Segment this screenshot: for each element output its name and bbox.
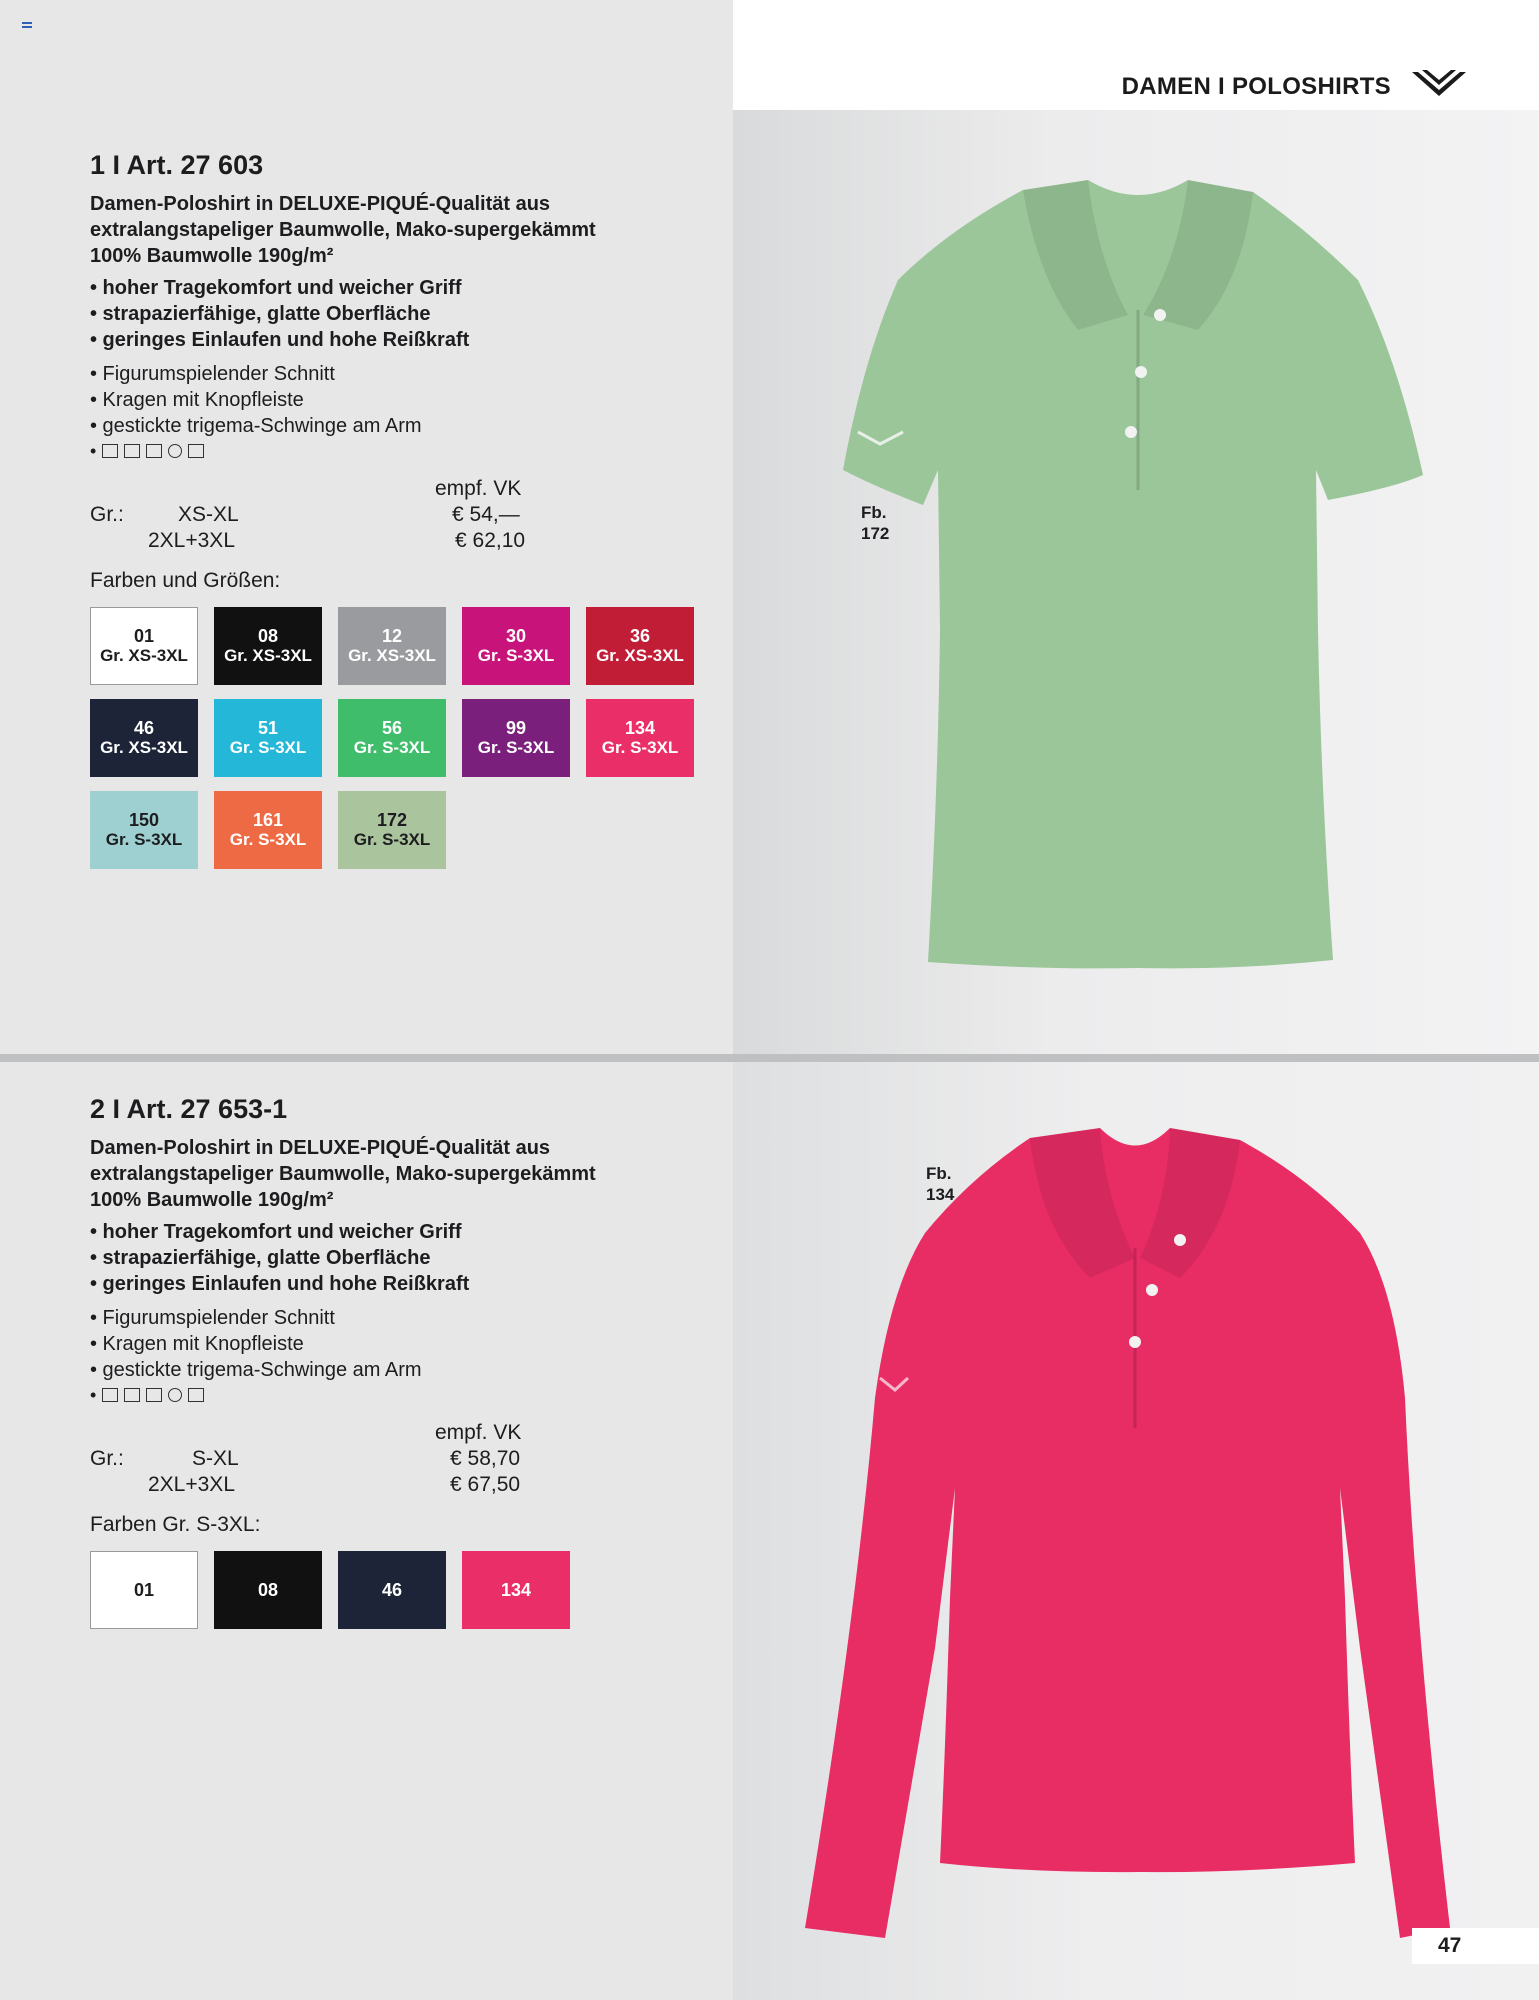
trigema-wing-logo-icon — [1410, 66, 1468, 102]
color-swatch — [462, 1551, 570, 1629]
price: € 54,— — [452, 503, 520, 526]
swatch-color-code: 172 — [376, 810, 408, 830]
swatch-size-range: Gr. S-3XL — [353, 830, 431, 849]
swatch-size-range: Gr. S-3XL — [601, 738, 679, 757]
swatch-size-range: Gr. XS-3XL — [596, 646, 684, 665]
swatch-size-range: Gr. S-3XL — [353, 738, 431, 757]
product-1 — [90, 150, 730, 869]
color-code-label — [861, 502, 889, 544]
description — [90, 191, 730, 269]
care-bullet: • — [90, 441, 97, 461]
swatch-color-code: 08 — [257, 626, 279, 646]
article-title: 1 I Art. 27 603 — [90, 150, 264, 180]
price-table — [90, 477, 730, 557]
swatch-color-code: 99 — [505, 718, 527, 738]
color-swatch — [214, 791, 322, 869]
swatch-size-range: Gr. S-3XL — [105, 830, 183, 849]
description-line: 100% Baumwolle 190g/m² — [90, 245, 334, 267]
feature-list-bold — [90, 275, 730, 353]
article-title: 2 I Art. 27 653-1 — [90, 1094, 288, 1124]
price: € 67,50 — [450, 1473, 521, 1496]
swatch-heading: Farben Gr. S-3XL: — [90, 1513, 261, 1536]
size-range: S-XL — [192, 1447, 239, 1470]
description-line: 100% Baumwolle 190g/m² — [90, 1189, 334, 1211]
description — [90, 1135, 730, 1213]
color-swatch — [338, 699, 446, 777]
color-swatch — [90, 699, 198, 777]
color-swatch — [90, 791, 198, 869]
feature-item: • Figurumspielender Schnitt — [90, 1307, 335, 1329]
color-swatch — [90, 1551, 198, 1629]
section-divider — [0, 1054, 1539, 1062]
swatch-color-code: 56 — [381, 718, 403, 738]
feature-list — [90, 361, 730, 439]
swatch-color-code: 46 — [381, 1580, 403, 1600]
color-swatch — [214, 607, 322, 685]
swatch-size-range: Gr. XS-3XL — [348, 646, 436, 665]
tumble-dry-icon — [188, 444, 204, 458]
color-swatch — [586, 607, 694, 685]
size-range: 2XL+3XL — [148, 1473, 235, 1496]
feature-item: • hoher Tragekomfort und weicher Griff — [90, 277, 462, 299]
swatch-color-code: 30 — [505, 626, 527, 646]
iron-icon — [146, 444, 162, 458]
color-swatch — [214, 1551, 322, 1629]
color-swatch — [586, 699, 694, 777]
price-header: empf. VK — [435, 477, 522, 500]
price-table — [90, 1421, 730, 1501]
page-section-title: DAMEN I POLOSHIRTS — [1121, 73, 1391, 100]
color-swatch — [462, 699, 570, 777]
swatch-color-code: 46 — [133, 718, 155, 738]
color-swatch — [90, 607, 198, 685]
feature-item: • strapazierfähige, glatte Oberfläche — [90, 1247, 431, 1269]
swatch-size-range: Gr. XS-3XL — [224, 646, 312, 665]
color-swatch — [214, 699, 322, 777]
menu-icon[interactable] — [22, 22, 32, 32]
feature-item: • Figurumspielender Schnitt — [90, 363, 335, 385]
care-symbols — [90, 439, 730, 463]
feature-item: • hoher Tragekomfort und weicher Griff — [90, 1221, 462, 1243]
dry-clean-p-icon — [168, 444, 182, 458]
dry-clean-p-icon — [168, 1388, 182, 1402]
page-number-box — [1412, 1928, 1539, 1964]
feature-item: • gestickte trigema-Schwinge am Arm — [90, 1359, 422, 1381]
description-line: Damen-Poloshirt in DELUXE-PIQUÉ-Qualität aus — [90, 193, 551, 215]
feature-item: • Kragen mit Knopfleiste — [90, 389, 304, 411]
size-label: Gr.: — [90, 503, 124, 526]
swatch-color-code: 134 — [624, 718, 656, 738]
wash-40-icon — [102, 444, 118, 458]
description-line: extralangstapeliger Baumwolle, Mako-supergekämmt — [90, 219, 596, 241]
swatch-color-code: 150 — [128, 810, 160, 830]
color-code-value: 134 — [926, 1185, 955, 1204]
no-bleach-icon — [124, 1388, 140, 1402]
color-swatch — [462, 607, 570, 685]
price-header: empf. VK — [435, 1421, 522, 1444]
feature-item: • geringes Einlaufen und hohe Reißkraft — [90, 329, 470, 351]
price: € 62,10 — [455, 529, 526, 552]
color-code-label — [926, 1163, 954, 1205]
swatch-heading: Farben und Größen: — [90, 569, 281, 592]
swatch-size-range: Gr. S-3XL — [477, 738, 555, 757]
swatch-color-code: 36 — [629, 626, 651, 646]
color-code-prefix: Fb. — [861, 503, 887, 522]
size-range: XS-XL — [178, 503, 239, 526]
feature-list — [90, 1305, 730, 1383]
description-line: extralangstapeliger Baumwolle, Mako-supergekämmt — [90, 1163, 596, 1185]
color-swatch — [338, 607, 446, 685]
feature-item: • strapazierfähige, glatte Oberfläche — [90, 303, 431, 325]
swatch-color-code: 01 — [133, 626, 155, 646]
swatch-size-range: Gr. XS-3XL — [100, 646, 188, 665]
color-swatch — [338, 791, 446, 869]
color-swatches — [90, 607, 730, 869]
page-number: 47 — [1438, 1934, 1462, 1957]
short-sleeve-polo-shirt-photo — [838, 170, 1438, 970]
feature-item: • Kragen mit Knopfleiste — [90, 1333, 304, 1355]
color-swatches — [90, 1551, 730, 1629]
iron-icon — [146, 1388, 162, 1402]
swatch-size-range: Gr. S-3XL — [229, 830, 307, 849]
swatch-size-range: Gr. S-3XL — [477, 646, 555, 665]
description-line: Damen-Poloshirt in DELUXE-PIQUÉ-Qualität aus — [90, 1137, 551, 1159]
care-bullet: • — [90, 1385, 97, 1405]
wash-40-icon — [102, 1388, 118, 1402]
feature-item: • gestickte trigema-Schwinge am Arm — [90, 415, 422, 437]
swatch-color-code: 12 — [381, 626, 403, 646]
price: € 58,70 — [450, 1447, 521, 1470]
color-code-value: 172 — [861, 524, 890, 543]
swatch-color-code: 08 — [257, 1580, 279, 1600]
size-range: 2XL+3XL — [148, 529, 235, 552]
swatch-color-code: 01 — [133, 1580, 155, 1600]
tumble-dry-icon — [188, 1388, 204, 1402]
feature-list-bold — [90, 1219, 730, 1297]
color-code-prefix: Fb. — [926, 1164, 952, 1183]
swatch-size-range: Gr. XS-3XL — [100, 738, 188, 757]
color-swatch — [338, 1551, 446, 1629]
long-sleeve-polo-shirt-photo — [800, 1128, 1470, 1948]
no-bleach-icon — [124, 444, 140, 458]
product-2 — [90, 1094, 730, 1629]
feature-item: • geringes Einlaufen und hohe Reißkraft — [90, 1273, 470, 1295]
swatch-color-code: 51 — [257, 718, 279, 738]
swatch-color-code: 134 — [500, 1580, 532, 1600]
size-label: Gr.: — [90, 1447, 124, 1470]
swatch-size-range: Gr. S-3XL — [229, 738, 307, 757]
care-symbols — [90, 1383, 730, 1407]
swatch-color-code: 161 — [252, 810, 284, 830]
